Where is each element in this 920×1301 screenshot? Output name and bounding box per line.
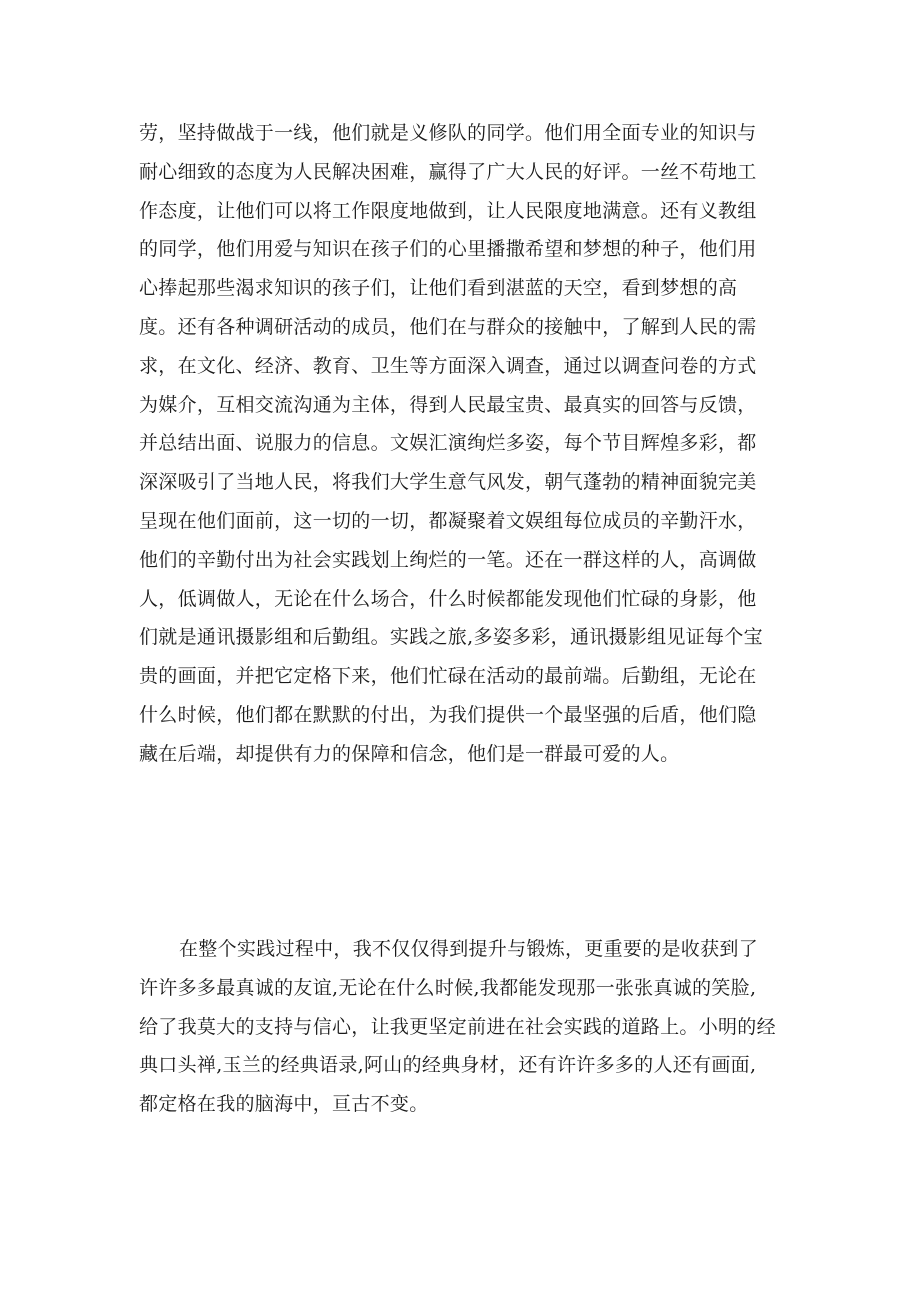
paragraph-line: 作态度，让他们可以将工作限度地做到，让人民限度地满意。还有义教组: [139, 199, 757, 222]
paragraph-2: [139, 930, 799, 1124]
paragraph-line: 的同学，他们用爱与知识在孩子们的心里播撒希望和梦想的种子，他们用: [139, 238, 757, 261]
paragraph-line: 度。还有各种调研活动的成员，他们在与群众的接触中，了解到人民的需: [139, 315, 757, 338]
paragraph-line: 为媒介，互相交流沟通为主体，得到人民最宝贵、最真实的回答与反馈，: [139, 393, 757, 416]
paragraph-line: 他们的辛勤付出为社会实践划上绚烂的一笔。还在一群这样的人，高调做: [139, 548, 757, 571]
paragraph-line: 耐心细致的态度为人民解决困难，赢得了广大人民的好评。一丝不苟地工: [139, 160, 757, 183]
paragraph-line: 都定格在我的脑海中，亘古不变。: [139, 1093, 429, 1116]
paragraph-line: 劳，坚持做战于一线，他们就是义修队的同学。他们用全面专业的知识与: [139, 122, 757, 144]
paragraph-line: 贵的画面，并把它定格下来，他们忙碌在活动的最前端。后勤组，无论在: [139, 665, 757, 688]
paragraph-line: 许许多多最真诚的友谊,无论在什么时候,我都能发现那一张张真诚的笑脸,: [139, 976, 757, 999]
paragraph-line: 求，在文化、经济、教育、卫生等方面深入调查，通过以调查问卷的方式: [139, 354, 757, 377]
paragraph-line: 心捧起那些渴求知识的孩子们，让他们看到湛蓝的天空，看到梦想的高: [139, 277, 738, 300]
paragraph-line: 并总结出面、说服力的信息。文娱汇演绚烂多姿，每个节目辉煌多彩，都: [139, 432, 757, 455]
paragraph-line: 在整个实践过程中，我不仅仅得到提升与锻炼，更重要的是收获到了: [179, 938, 759, 960]
paragraph-line: 深深吸引了当地人民，将我们大学生意气风发，朝气蓬勃的精神面貌完美: [139, 471, 757, 494]
paragraph-line: 们就是通讯摄影组和后勤组。实践之旅,多姿多彩，通讯摄影组见证每个宝: [139, 626, 763, 649]
paragraph-line: 人，低调做人，无论在什么场合，什么时候都能发现他们忙碌的身影，他: [139, 587, 757, 610]
paragraph-line: 给了我莫大的支持与信心，让我更坚定前进在社会实践的道路上。小明的经: [139, 1015, 776, 1038]
paragraph-line: 什么时候，他们都在默默的付出，为我们提供一个最坚强的后盾，他们隐: [139, 703, 757, 726]
paragraph-line: 呈现在他们面前，这一切的一切，都凝聚着文娱组每位成员的辛勤汗水，: [139, 509, 757, 532]
paragraph-1: [139, 114, 799, 774]
paragraph-line: 藏在后端，却提供有力的保障和信念，他们是一群最可爱的人。: [139, 742, 680, 765]
paragraph-line: 典口头禅,玉兰的经典语录,阿山的经典身材，还有许许多多的人还有画面,: [139, 1054, 757, 1077]
